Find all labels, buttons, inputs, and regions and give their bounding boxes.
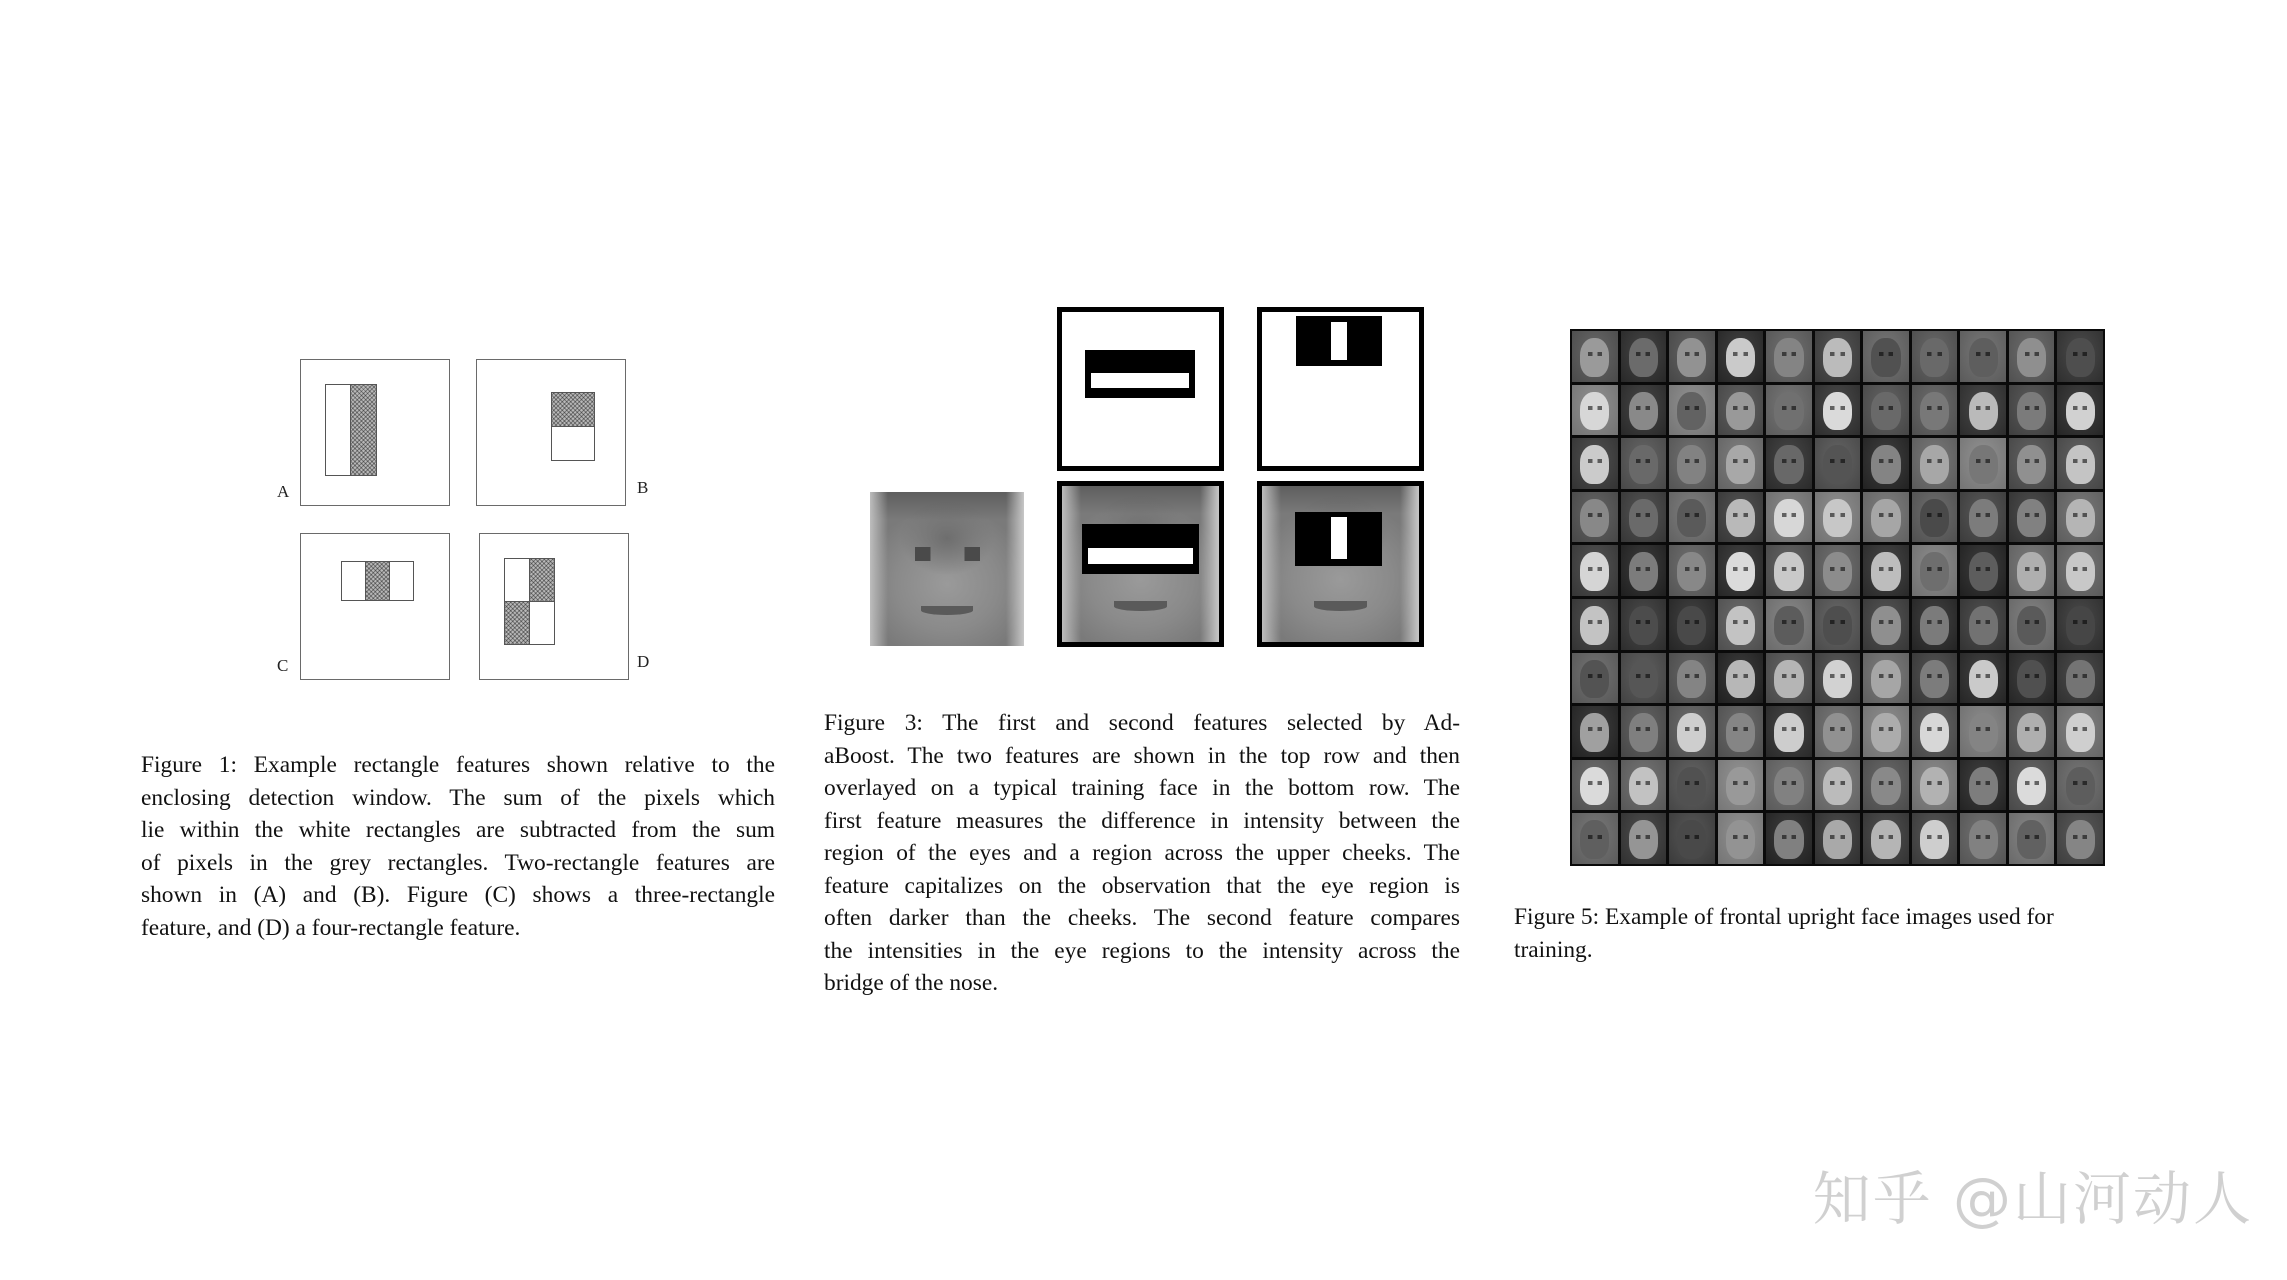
face-thumbnail: [1863, 331, 1909, 382]
face-thumbnail: [1960, 813, 2006, 864]
face-with-feature-2: [1257, 481, 1424, 647]
face-thumbnail: [1669, 331, 1715, 382]
face-thumbnail: [1912, 599, 1958, 650]
face-thumbnail: [1621, 599, 1667, 650]
face-thumbnail: [1815, 545, 1861, 596]
face-thumbnail: [2057, 438, 2103, 489]
face-thumbnail: [1718, 706, 1764, 757]
feature-1-white-band: [1091, 373, 1189, 388]
face-thumbnail: [1912, 492, 1958, 543]
figure-1-caption: [141, 749, 775, 944]
caption-line: shown in (A) and (B). Figure (C) shows a three-rectangle: [141, 882, 775, 908]
caption-line: Figure 3: The first and second features selected by Ad-: [824, 710, 1460, 736]
face-thumbnail: [1912, 331, 1958, 382]
face-thumbnail: [1621, 545, 1667, 596]
face-thumbnail: [2057, 599, 2103, 650]
face-thumbnail: [1912, 545, 1958, 596]
caption-line: Figure 1: Example rectangle features shown relative to the: [141, 752, 775, 778]
grey-rectangle: [350, 384, 377, 476]
caption-line: region of the eyes and a region across the upper cheeks. The: [824, 840, 1460, 866]
face-thumbnail: [1718, 331, 1764, 382]
face-thumbnail: [1572, 331, 1618, 382]
white-rectangle: [504, 558, 530, 602]
caption-line: lie within the white rectangles are subtracted from the sum: [141, 817, 775, 843]
white-rectangle: [325, 384, 351, 476]
face-thumbnail: [2057, 706, 2103, 757]
caption-line: overlayed on a typical training face in the bottom row. The: [824, 775, 1460, 801]
face-thumbnail: [2057, 385, 2103, 436]
caption-line: first feature measures the difference in intensity between the: [824, 807, 1460, 834]
face-thumbnail: [1815, 492, 1861, 543]
face-thumbnail: [1718, 760, 1764, 811]
face-thumbnail: [1669, 813, 1715, 864]
face-thumbnail: [2057, 760, 2103, 811]
face-thumbnail: [1863, 653, 1909, 704]
caption-line: the intensities in the eye regions to the intensity across the: [824, 937, 1460, 964]
face-thumbnail: [2057, 653, 2103, 704]
face-thumbnail: [2009, 599, 2055, 650]
caption-line: feature capitalizes on the observation that the eye region is: [824, 872, 1460, 899]
face-thumbnail: [1815, 385, 1861, 436]
grey-rectangle: [365, 561, 390, 601]
face-thumbnail: [1718, 545, 1764, 596]
detection-window-c: [300, 533, 450, 680]
face-thumbnail: [1621, 760, 1667, 811]
white-rectangle: [389, 561, 414, 601]
face-thumbnail: [2057, 492, 2103, 543]
face-thumbnail: [1718, 492, 1764, 543]
feature-2-white-bar: [1331, 322, 1347, 360]
feature-1-white-band: [1088, 548, 1193, 564]
face-thumbnail: [1912, 813, 1958, 864]
feature-2-white-bar: [1331, 517, 1347, 559]
face-thumbnail: [1572, 706, 1618, 757]
face-thumbnail: [1766, 706, 1812, 757]
face-thumbnail: [1669, 706, 1715, 757]
caption-line: aBoost. The two features are shown in the top row and then: [824, 742, 1460, 769]
face-thumbnail: [1960, 438, 2006, 489]
label-b: B: [637, 478, 649, 497]
face-thumbnail: [1960, 599, 2006, 650]
white-rectangle: [341, 561, 366, 601]
face-thumbnail: [1572, 813, 1618, 864]
face-thumbnail: [1863, 599, 1909, 650]
training-face: [870, 492, 1024, 646]
face-thumbnail: [1766, 331, 1812, 382]
detection-window-b: [476, 359, 626, 506]
face-thumbnail: [1718, 385, 1764, 436]
face-thumbnail: [1621, 653, 1667, 704]
face-image-grid: [1570, 329, 2105, 866]
face-thumbnail: [2009, 331, 2055, 382]
face-thumbnail: [1766, 653, 1812, 704]
face-thumbnail: [1572, 599, 1618, 650]
face-thumbnail: [1960, 760, 2006, 811]
face-thumbnail: [1960, 706, 2006, 757]
face-thumbnail: [1815, 331, 1861, 382]
face-thumbnail: [1863, 706, 1909, 757]
face-thumbnail: [1960, 653, 2006, 704]
face-thumbnail: [1669, 599, 1715, 650]
label-c: C: [277, 656, 289, 675]
face-thumbnail: [1912, 760, 1958, 811]
face-thumbnail: [1766, 545, 1812, 596]
caption-line: feature, and (D) a four-rectangle feature.: [141, 914, 521, 941]
face-thumbnail: [1863, 813, 1909, 864]
feature-1-box: [1057, 307, 1224, 471]
zhihu-watermark: 知乎 @山河动人: [1812, 1165, 2253, 1233]
face-thumbnail: [2009, 438, 2055, 489]
face-thumbnail: [2009, 385, 2055, 436]
face-thumbnail: [2057, 331, 2103, 382]
face-thumbnail: [1815, 706, 1861, 757]
face-thumbnail: [1718, 813, 1764, 864]
face-thumbnail: [1669, 653, 1715, 704]
face-thumbnail: [1572, 545, 1618, 596]
face-thumbnail: [1912, 385, 1958, 436]
caption-line: Figure 5: Example of frontal upright face images used for: [1514, 904, 2054, 930]
face-thumbnail: [1766, 599, 1812, 650]
face-thumbnail: [1766, 385, 1812, 436]
face-thumbnail: [1621, 438, 1667, 489]
face-thumbnail: [1815, 653, 1861, 704]
face-thumbnail: [2057, 813, 2103, 864]
face-thumbnail: [1912, 653, 1958, 704]
face-thumbnail: [1863, 438, 1909, 489]
caption-line: enclosing detection window. The sum of the pixels which: [141, 784, 775, 811]
white-rectangle: [529, 601, 555, 645]
face-thumbnail: [1669, 545, 1715, 596]
face-thumbnail: [2009, 492, 2055, 543]
face-thumbnail: [1572, 438, 1618, 489]
face-thumbnail: [1669, 385, 1715, 436]
face-thumbnail: [1718, 653, 1764, 704]
face-thumbnail: [2009, 545, 2055, 596]
grey-rectangle: [529, 558, 555, 602]
face-thumbnail: [1766, 438, 1812, 489]
caption-line: bridge of the nose.: [824, 970, 999, 996]
face-thumbnail: [1621, 385, 1667, 436]
face-thumbnail: [2009, 813, 2055, 864]
figure-5-caption: [1514, 901, 2150, 966]
face-thumbnail: [2009, 706, 2055, 757]
feature-2-box: [1257, 307, 1424, 471]
caption-line: training.: [1514, 936, 1593, 963]
face-thumbnail: [1766, 760, 1812, 811]
face-thumbnail: [1766, 813, 1812, 864]
face-thumbnail: [1621, 706, 1667, 757]
label-d: D: [637, 652, 650, 671]
face-thumbnail: [1572, 760, 1618, 811]
face-thumbnail: [1621, 492, 1667, 543]
face-thumbnail: [1960, 385, 2006, 436]
figure-3-caption: [824, 707, 1460, 1000]
face-thumbnail: [1912, 706, 1958, 757]
face-thumbnail: [1572, 385, 1618, 436]
grey-rectangle: [504, 601, 530, 645]
face-thumbnail: [1815, 813, 1861, 864]
face-thumbnail: [1960, 331, 2006, 382]
face-thumbnail: [1863, 385, 1909, 436]
face-thumbnail: [1669, 492, 1715, 543]
white-rectangle: [551, 426, 595, 461]
face-thumbnail: [1960, 492, 2006, 543]
face-thumbnail: [1669, 760, 1715, 811]
face-thumbnail: [1863, 492, 1909, 543]
face-thumbnail: [1621, 813, 1667, 864]
face-thumbnail: [2009, 760, 2055, 811]
face-thumbnail: [1621, 331, 1667, 382]
face-thumbnail: [1572, 492, 1618, 543]
face-thumbnail: [1766, 492, 1812, 543]
face-thumbnail: [1572, 653, 1618, 704]
face-thumbnail: [1815, 599, 1861, 650]
label-a: A: [277, 482, 290, 501]
face-thumbnail: [1718, 599, 1764, 650]
face-thumbnail: [1912, 438, 1958, 489]
caption-line: often darker than the cheeks. The second feature compares: [824, 905, 1460, 931]
face-thumbnail: [2009, 653, 2055, 704]
detection-window-a: [300, 359, 450, 506]
face-thumbnail: [1815, 438, 1861, 489]
face-thumbnail: [2057, 545, 2103, 596]
grey-rectangle: [551, 392, 595, 427]
face-thumbnail: [1960, 545, 2006, 596]
caption-line: of pixels in the grey rectangles. Two-rectangle features are: [141, 849, 775, 876]
detection-window-d: [479, 533, 629, 680]
face-thumbnail: [1863, 760, 1909, 811]
face-thumbnail: [1669, 438, 1715, 489]
face-thumbnail: [1815, 760, 1861, 811]
face-thumbnail: [1718, 438, 1764, 489]
face-with-feature-1: [1057, 481, 1224, 647]
face-thumbnail: [1863, 545, 1909, 596]
